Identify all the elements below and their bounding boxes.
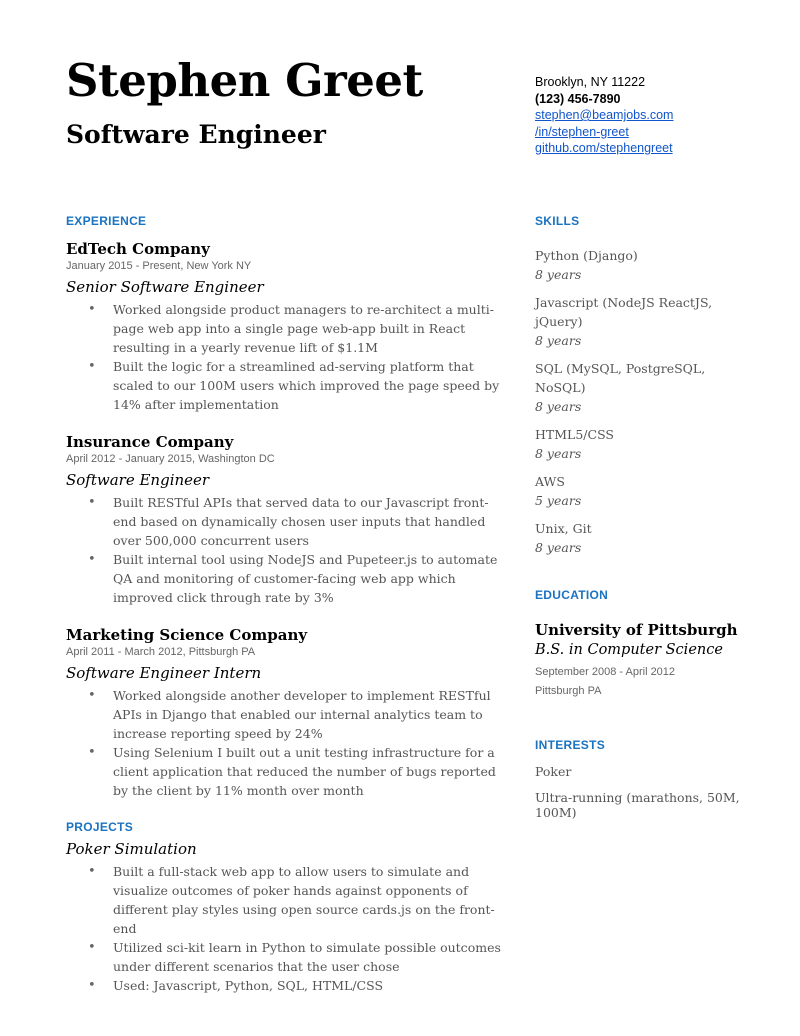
skill-item (535, 359, 755, 416)
list-item: • Built internal tool using NodeJS and Pupeteer.js to automate QA and monitoring of customer-facing web app which improved click through rate by 3% (66, 550, 506, 607)
list-item: • Used: Javascript, Python, SQL, HTML/CSS (66, 976, 506, 995)
list-item: • Built a full-stack web app to allow users to simulate and visualize outcomes of poker hands against opponents of different play styles using open source cards.js on the front-end (66, 862, 506, 938)
list-item: • Built RESTful APIs that served data to our Javascript front-end based on dynamically chosen user inputs that handled over 500,000 concurrent users (66, 493, 506, 550)
job-company: EdTech Company (66, 240, 210, 258)
list-item: • Worked alongside another developer to implement RESTful APIs in Django that enabled our internal analytics team to increase reporting speed by 24% (66, 686, 506, 743)
job-company: Marketing Science Company (66, 626, 308, 644)
job-entry (66, 433, 506, 607)
skill-name: AWS (535, 474, 565, 489)
skill-item (535, 246, 755, 284)
skill-name: HTML5/CSS (535, 427, 614, 442)
job-entry (66, 626, 506, 800)
skill-years: 8 years (535, 267, 582, 282)
job-title: Senior Software Engineer (66, 278, 264, 296)
contact-block (535, 74, 673, 157)
job-bullets (66, 493, 506, 607)
contact-location: Brooklyn, NY 11222 (535, 75, 646, 89)
education-degree: B.S. in Computer Science (535, 642, 723, 658)
list-item: • Worked alongside product managers to re-architect a multi-page web app into a single page web-app built in React resulting in a yearly revenue lift of $1.1M (66, 300, 506, 357)
skill-years: 8 years (535, 333, 582, 348)
project-title: Poker Simulation (66, 840, 197, 858)
resume-role: Software Engineer (66, 120, 326, 149)
skill-name: Javascript (NodeJS ReactJS, jQuery) (535, 295, 713, 329)
skill-years: 8 years (535, 399, 582, 414)
project-bullets (66, 862, 506, 995)
skill-item (535, 425, 755, 463)
skill-item (535, 472, 755, 510)
job-meta: April 2012 - January 2015, Washington DC (66, 453, 275, 465)
contact-phone: (123) 456-7890 (535, 91, 621, 106)
skills-list (535, 246, 755, 566)
job-meta: April 2011 - March 2012, Pittsburgh PA (66, 646, 256, 658)
interests-heading: INTERESTS (535, 738, 606, 752)
skill-name: Python (Django) (535, 248, 638, 263)
list-item: • Built the logic for a streamlined ad-serving platform that scaled to our 100M users which improved the page speed by 14% after implementation (66, 357, 506, 414)
skill-item (535, 293, 755, 350)
resume-name: Stephen Greet (66, 54, 423, 107)
experience-heading: EXPERIENCE (66, 214, 147, 228)
education-school: University of Pittsburgh (535, 621, 738, 639)
interests-list (535, 764, 755, 831)
list-item: • Using Selenium I built out a unit testing infrastructure for a client application that reduced the number of bugs reported by the client by 11% month over month (66, 743, 506, 800)
job-meta: January 2015 - Present, New York NY (66, 260, 252, 272)
contact-github-link[interactable]: github.com/stephengreet (535, 141, 673, 155)
skill-years: 8 years (535, 540, 582, 555)
job-bullets (66, 686, 506, 800)
skill-item (535, 519, 755, 557)
job-bullets (66, 300, 506, 414)
skills-heading: SKILLS (535, 214, 580, 228)
contact-email-link[interactable]: stephen@beamjobs.com (535, 108, 674, 122)
education-dates: September 2008 - April 2012 (535, 666, 676, 678)
education-heading: EDUCATION (535, 588, 609, 602)
list-item: • Utilized sci-kit learn in Python to simulate possible outcomes under different scenarios that the user chose (66, 938, 506, 976)
skill-name: SQL (MySQL, PostgreSQL, NoSQL) (535, 361, 706, 395)
project-entry (66, 834, 506, 995)
job-title: Software Engineer (66, 471, 210, 489)
interest-item: Ultra-running (marathons, 50M, 100M) (535, 790, 740, 820)
skill-years: 5 years (535, 493, 582, 508)
projects-heading: PROJECTS (66, 820, 134, 834)
job-title: Software Engineer Intern (66, 664, 262, 682)
contact-linkedin-link[interactable]: /in/stephen-greet (535, 124, 629, 139)
interest-item: Poker (535, 764, 572, 779)
skill-name: Unix, Git (535, 521, 592, 536)
skill-years: 8 years (535, 446, 582, 461)
education-entry (535, 621, 765, 701)
job-entry (66, 240, 506, 414)
education-location: Pittsburgh PA (535, 685, 602, 697)
job-company: Insurance Company (66, 433, 234, 451)
